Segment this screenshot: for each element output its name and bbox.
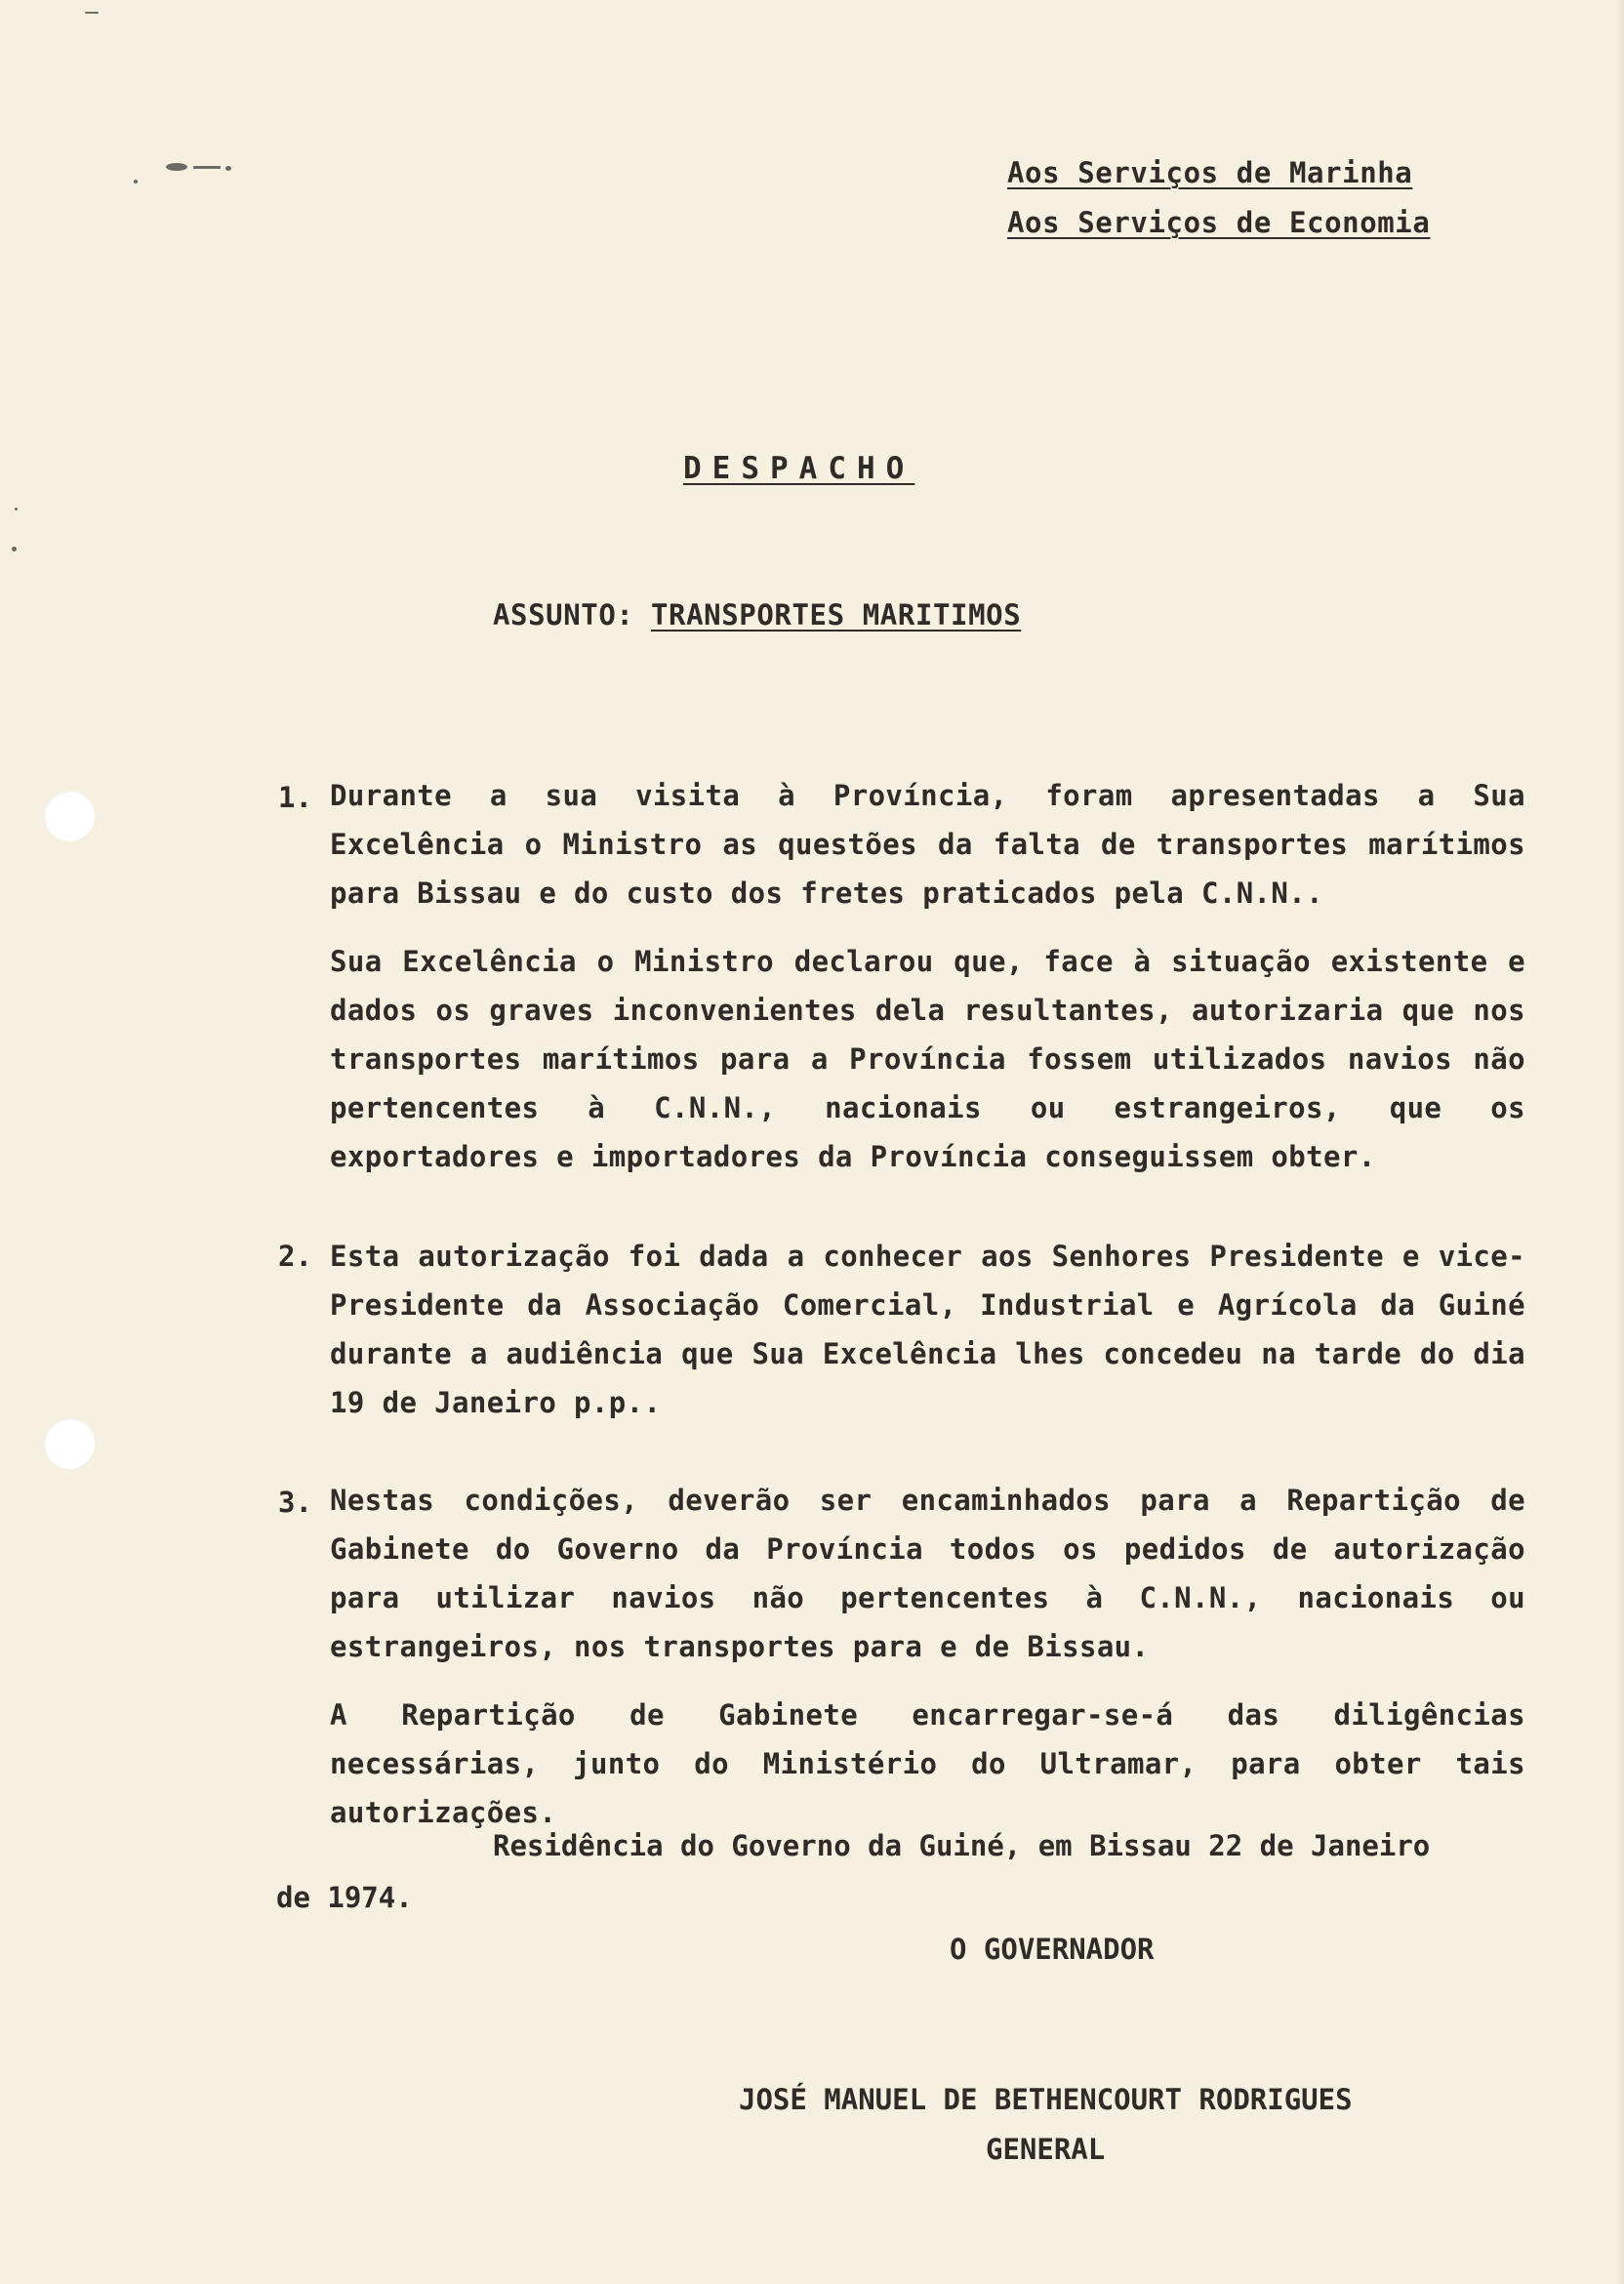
ink-speck (166, 163, 187, 171)
item-paragraph: A Repartição de Gabinete encarregar-se-á das diligências necessárias, junto do Ministério do Ultramar, para obter tais autorizações. (330, 1698, 1525, 1829)
ink-speck (193, 166, 221, 169)
item-paragraph: Sua Excelência o Ministro declarou que, face à situação existente e dados os graves inconvenientes dela resultantes, autorizaria que nos transportes marítimos para a Província fossem utilizados navios não pertencentes à C.N.N., nacionais ou estrangeiros, que os exportadores e importadores da Província conseguissem obter. (330, 945, 1525, 1173)
governor-title: O GOVERNADOR (950, 1933, 1155, 1966)
ink-speck (134, 180, 138, 184)
item-paragraph: Nestas condições, deverão ser encaminhados para a Repartição de Gabinete do Governo da Província todos os pedidos de autorização para utilizar navios não pertencentes à C.N.N., nacionais ou estrangeiros, nos transportes para e de Bissau. (330, 1484, 1525, 1663)
punch-hole (44, 791, 95, 841)
item-number: 2. (278, 1240, 312, 1273)
signatory-rank: GENERAL (986, 2133, 1106, 2166)
document-title: DESPACHO (683, 451, 915, 486)
place-date-year: de 1974. (276, 1881, 413, 1914)
item-paragraph: Esta autorização foi dada a conhecer aos Senhores Presidente e vice-Presidente da Associação Comercial, Industrial e Agrícola da Guiné durante a audiência que Sua Excelência lhes concedeu na tarde do dia 19 de Janeiro p.p.. (330, 1240, 1525, 1419)
recipient-line: Aos Serviços de Economia (1007, 206, 1431, 239)
subject-value: TRANSPORTES MARITIMOS (651, 598, 1022, 632)
subject-label: ASSUNTO: (493, 598, 634, 632)
place-date-line: Residência do Governo da Guiné, em Bissau 22 de Janeiro (493, 1829, 1431, 1862)
ink-speck (225, 166, 231, 171)
ink-speck (12, 547, 17, 551)
scan-edge-shadow (1616, 0, 1624, 2284)
item-number: 3. (278, 1486, 312, 1519)
item-number: 1. (278, 781, 312, 814)
item-paragraph: Durante a sua visita à Província, foram apresentadas a Sua Excelência o Ministro as questões da falta de transportes marítimos para Bissau e do custo dos fretes praticados pela C.N.N.. (330, 779, 1525, 910)
recipient-line: Aos Serviços de Marinha (1007, 156, 1413, 189)
punch-hole (44, 1418, 95, 1469)
signatory-name: JOSÉ MANUEL DE BETHENCOURT RODRIGUES (739, 2083, 1353, 2116)
ink-speck (15, 508, 18, 510)
ink-speck (85, 12, 99, 14)
